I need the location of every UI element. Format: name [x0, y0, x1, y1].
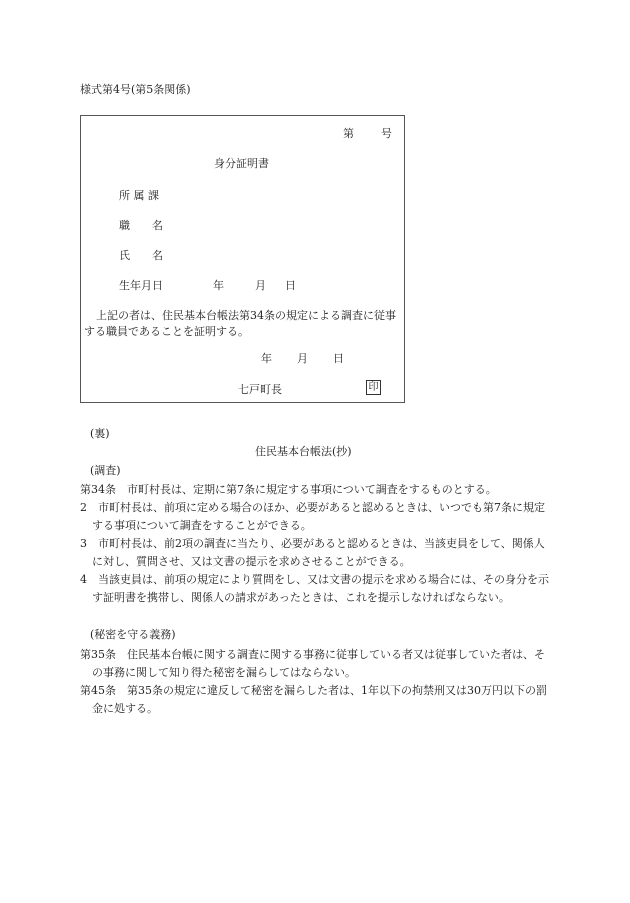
- field-label-birthdate: 生年月日: [119, 279, 163, 292]
- article-34-paragraph-2: 2 市町村長は、前項に定める場合のほか、必要があると認めるときは、いつでも第7条に規定する事項について調査をすることができる。: [80, 501, 545, 532]
- certificate-title: 身分証明書: [214, 157, 269, 170]
- article-45: 第45条 第35条の規定に違反して秘密を漏らした者は、1年以下の拘禁刑又は30万円以下の罰金に処する。: [80, 684, 547, 715]
- back-side-label: (裏): [90, 427, 110, 440]
- seal-mark: 印: [366, 380, 381, 395]
- article-35: 第35条 住民基本台帳に関する調査に関する事務に従事している者又は従事していた者は、その事務に関して知り得た秘密を漏らしてはならない。: [80, 648, 545, 679]
- article-34-paragraph-3: 3 市町村長は、前2項の調査に当たり、必要があると認めるときは、当該吏員をして、関係人に対し、質問させ、又は文書の提示を求めさせることができる。: [80, 537, 545, 568]
- birthdate-year-unit: 年: [213, 279, 224, 292]
- field-label-position: 職 名: [119, 219, 163, 232]
- article-34-paragraph-4: 4 当該吏員は、前項の規定により質問をし、又は文書の提示を求める場合には、その身分を示す証明書を携帯し、関係人の請求があったときは、これを提示しなければならない。: [80, 573, 549, 604]
- article-34-paragraph-1: 第34条 市町村長は、定期に第7条に規定する事項について調査をするものとする。: [80, 483, 497, 496]
- form-number-label: 様式第4号(第5条関係): [80, 83, 191, 96]
- issue-day-unit: 日: [333, 352, 344, 365]
- section-title-survey: (調査): [90, 464, 121, 477]
- birthdate-month-unit: 月: [255, 279, 266, 292]
- certificate-number-suffix: 号: [381, 127, 392, 140]
- field-label-department: 所 属 課: [119, 189, 159, 202]
- law-title: 住民基本台帳法(抄): [255, 445, 352, 458]
- issuer-name: 七戸町長: [238, 383, 282, 396]
- issue-year-unit: 年: [261, 352, 272, 365]
- certificate-box: [80, 115, 405, 403]
- certificate-number-prefix: 第: [343, 127, 354, 140]
- field-label-name: 氏 名: [119, 249, 163, 262]
- certificate-statement: 上記の者は、住民基本台帳法第34条の規定による調査に従事する職員であることを証明する。: [84, 309, 396, 338]
- section-title-confidentiality: (秘密を守る義務): [90, 628, 176, 641]
- birthdate-day-unit: 日: [285, 279, 296, 292]
- issue-month-unit: 月: [297, 352, 308, 365]
